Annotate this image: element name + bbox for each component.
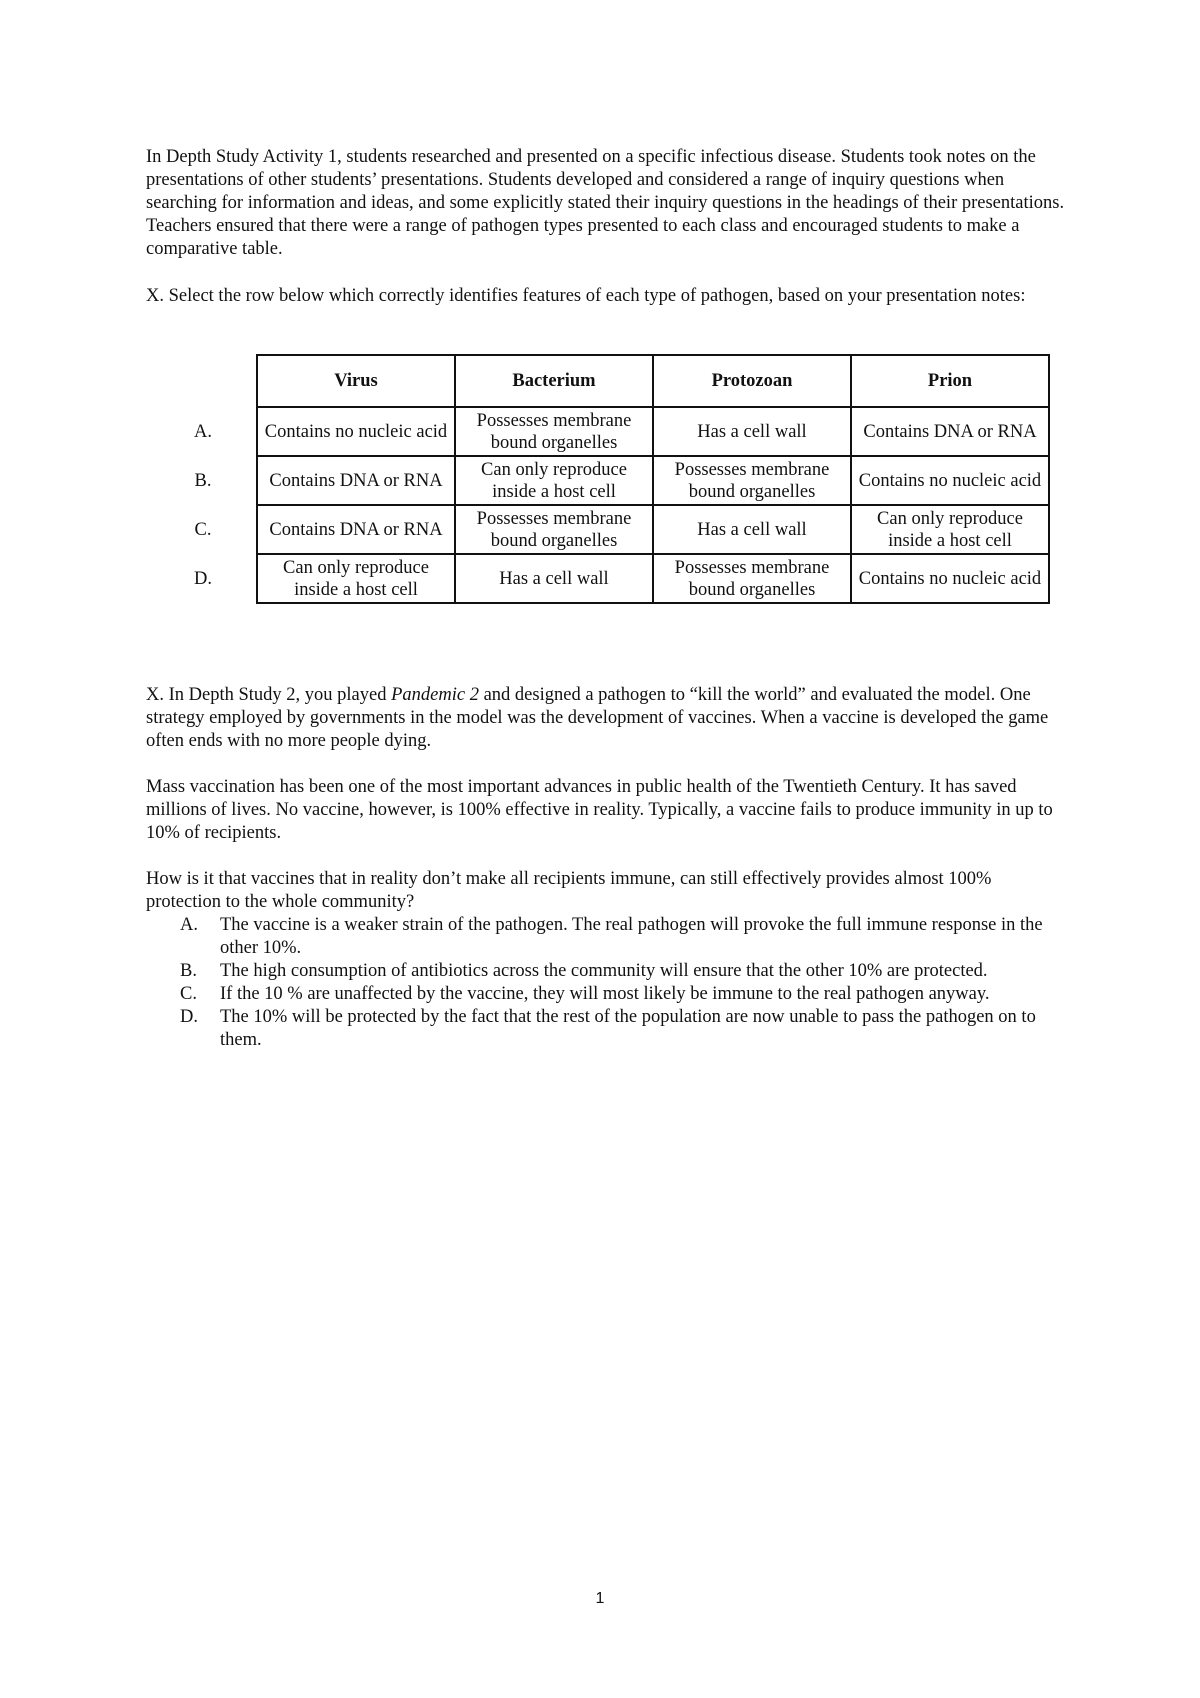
table-cell: Possesses membrane bound organelles bbox=[653, 554, 851, 603]
table-header-blank bbox=[146, 355, 257, 407]
option-letter: B. bbox=[180, 961, 197, 981]
table-cell: Contains DNA or RNA bbox=[851, 407, 1049, 456]
option-text: The high consumption of antibiotics across the community will ensure that the other 10% are protected. bbox=[220, 961, 988, 981]
table-cell: Contains DNA or RNA bbox=[257, 505, 455, 554]
row-letter: B. bbox=[194, 470, 212, 491]
list-item bbox=[180, 983, 1080, 1006]
table-cell: Has a cell wall bbox=[653, 407, 851, 456]
table-row bbox=[146, 407, 1049, 456]
q2-intro-start: X. In Depth Study 2, you played bbox=[146, 685, 392, 705]
vaccination-paragraph: Mass vaccination has been one of the most important advances in public health of the Twentieth Century. It has saved millions of lives. No vaccine, however, is 100% effective in reality. Typically, a vaccine fails to produce immunity in up to 10% of recipients. bbox=[146, 777, 1053, 843]
game-title: Pandemic 2 bbox=[391, 685, 479, 705]
question-1-prompt: X. Select the row below which correctly identifies features of each type of pathogen, based on your presentation notes: bbox=[146, 286, 1026, 306]
page-number: 1 bbox=[595, 1590, 605, 1607]
row-letter: A. bbox=[194, 421, 212, 442]
header-virus: Virus bbox=[257, 355, 455, 407]
table-cell: Contains no nucleic acid bbox=[257, 407, 455, 456]
list-item bbox=[180, 1006, 1080, 1052]
question-2-stem: How is it that vaccines that in reality don’t make all recipients immune, can still effectively provides almost 100% protection to the whole community? bbox=[146, 869, 992, 912]
row-letter: D. bbox=[194, 568, 212, 589]
table-cell: Possesses membrane bound organelles bbox=[455, 505, 653, 554]
option-text: The vaccine is a weaker strain of the pathogen. The real pathogen will provoke the full immune response in the other 10%. bbox=[220, 915, 1043, 958]
table-cell: Can only reproduce inside a host cell bbox=[851, 505, 1049, 554]
list-item bbox=[180, 914, 1080, 960]
table-cell: Contains DNA or RNA bbox=[257, 456, 455, 505]
table-row bbox=[146, 554, 1049, 603]
option-letter: C. bbox=[180, 984, 197, 1004]
table-cell: Possesses membrane bound organelles bbox=[455, 407, 653, 456]
option-letter: A. bbox=[180, 915, 198, 935]
intro-paragraph: In Depth Study Activity 1, students researched and presented on a specific infectious disease. Students took notes on the presentations of other students’ presentations. Students developed and considered a range of inquiry questions when searching for information and ideas, and some explicitly stated their inquiry questions in the headings of their presentations. Teachers ensured that there were a range of pathogen types presented to each class and encouraged students to make a comparative table. bbox=[146, 147, 1065, 259]
table-cell: Contains no nucleic acid bbox=[851, 554, 1049, 603]
table-cell: Contains no nucleic acid bbox=[851, 456, 1049, 505]
row-letter: C. bbox=[194, 519, 212, 540]
table-row bbox=[146, 505, 1049, 554]
question-2-intro-paragraph bbox=[146, 684, 1066, 753]
table-cell: Can only reproduce inside a host cell bbox=[257, 554, 455, 603]
table-cell: Can only reproduce inside a host cell bbox=[455, 456, 653, 505]
table-cell: Possesses membrane bound organelles bbox=[653, 456, 851, 505]
table-row bbox=[146, 456, 1049, 505]
list-item bbox=[180, 960, 1080, 983]
table-cell: Has a cell wall bbox=[455, 554, 653, 603]
question-2-options bbox=[180, 914, 1080, 1052]
header-protozoan: Protozoan bbox=[653, 355, 851, 407]
table-cell: Has a cell wall bbox=[653, 505, 851, 554]
header-prion: Prion bbox=[851, 355, 1049, 407]
option-text: The 10% will be protected by the fact that the rest of the population are now unable to pass the pathogen on to them. bbox=[220, 1007, 1036, 1050]
option-letter: D. bbox=[180, 1007, 198, 1027]
header-bacterium: Bacterium bbox=[455, 355, 653, 407]
option-text: If the 10 % are unaffected by the vaccine, they will most likely be immune to the real pathogen anyway. bbox=[220, 984, 990, 1004]
pathogen-features-table bbox=[146, 354, 1050, 604]
table-header-row bbox=[146, 355, 1049, 407]
q2-intro-rest: and designed a pathogen to “kill the world” and evaluated the model. One strategy employed by governments in the model was the development of vaccines. When a vaccine is developed the game often ends with no more people dying. bbox=[146, 685, 1049, 751]
